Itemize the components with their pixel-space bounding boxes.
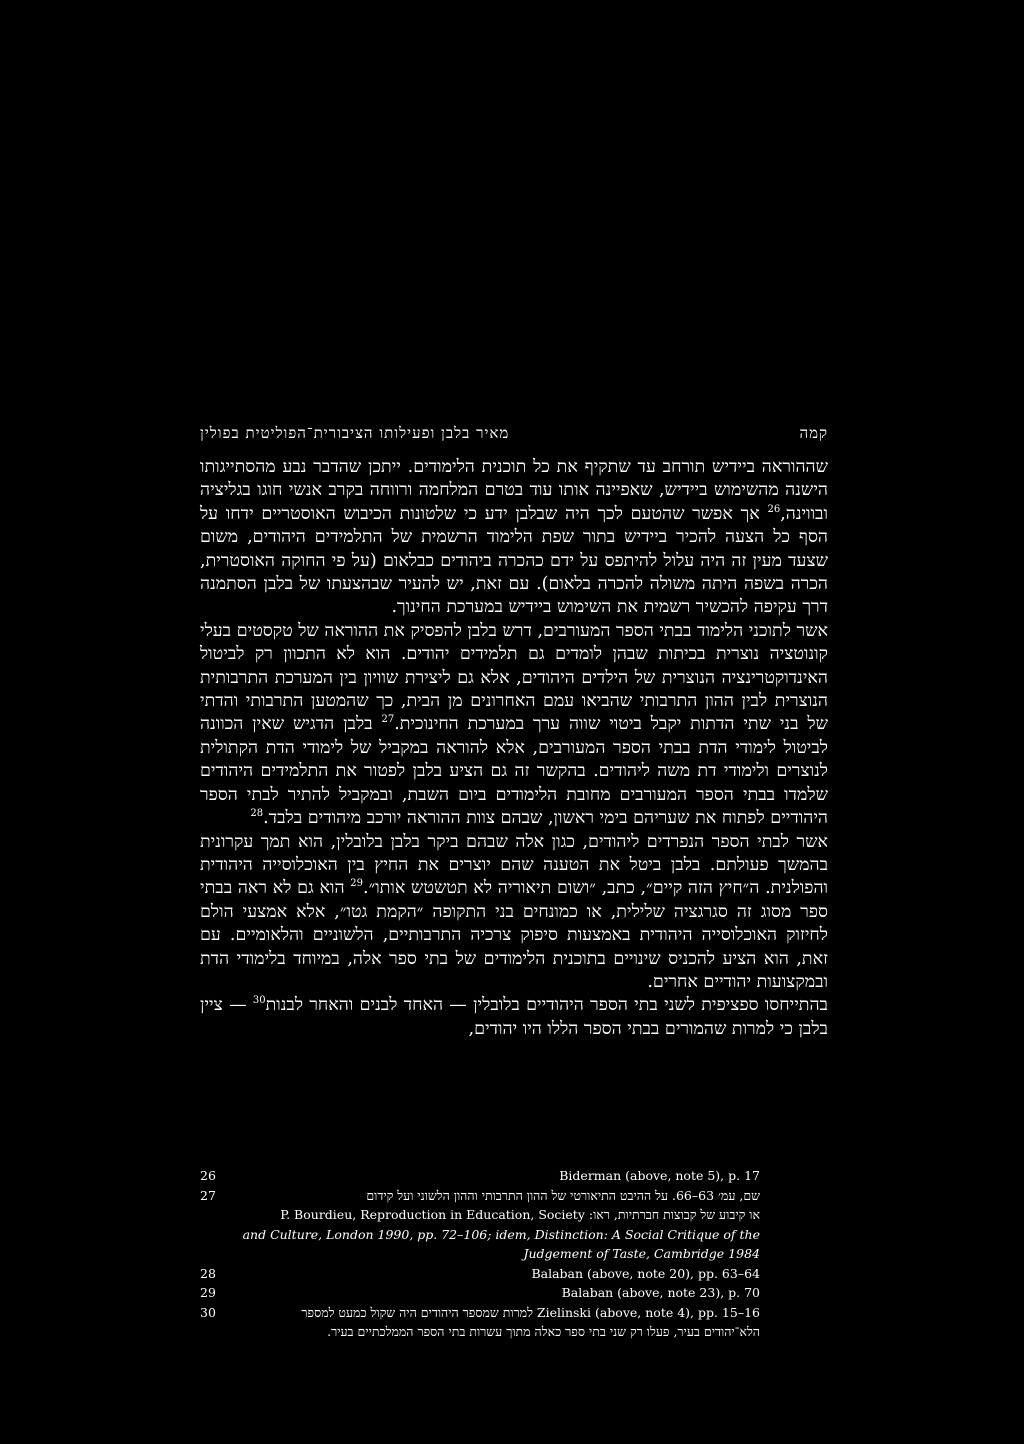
- footnote-number: 29: [200, 1285, 216, 1300]
- footnote: [200, 1166, 828, 1186]
- footnote-continuation: [200, 1225, 828, 1245]
- paragraph: שההוראה ביידיש תורחב עד שתקיף את כל תוכנית הלימודים. ייתכן שהדבר נבע מהסתייגותו הישנה מהשימוש ביידיש, שאפיינה אותו עוד בטרם המלחמה ורווחה בקרב אנשי חוגו בגליציה ובווינה,$^{26}$ אך אפשר שהטעם לכך היה שבלבן ידע כי שלטונות הכיבוש האוסטריים ידחו על הסף כל הצעה להכיר ביידיש בתור שפת הלימוד הרשמית של התלמידים היהודים, משום שצעד מעין זה היה עלול להיתפס על ידם כהכרה ביהודים כבלאום (על פי החוקה האוסטרית, הכרה בשפה היתה משולה להכרה בלאום). עם זאת, יש להעיר שבהצעתו של בלבן הסתמנה דרך עקיפה להכשיר רשמית את השימוש ביידיש במערכת החינוך.: [200, 457, 828, 618]
- footnote-ref: 27: [381, 714, 395, 726]
- footnote-ref: 29: [350, 878, 364, 890]
- footnote-continuation: [200, 1244, 828, 1264]
- footnote-continuation: [200, 1322, 828, 1342]
- footnote: [200, 1283, 828, 1303]
- footnotes: [200, 1166, 828, 1342]
- running-title: מאיר בלבן ופעילותו הציבורית־הפוליטית בפולין: [200, 424, 510, 442]
- page-number: קמה: [799, 424, 828, 442]
- footnote-text: Zielinski (above, note 4), pp. 15–16 למרות שמספר היהודים היה שקול כמעט למספר: [301, 1304, 760, 1320]
- footnote-text: Biderman (above, note 5), p. 17: [559, 1168, 760, 1183]
- paragraph: אשר לבתי הספר הנפרדים ליהודים, כגון אלה שבהם ביקר בלבן בלובלין, הוא תמך עקרונית בהמשך פעולתם. בלבן ביטל את הטענה שהם יוצרים את החיץ בין האוכלוסייה היהודית והפולנית. ה״חיץ הזה קיים״, כתב, ״ושום תיאוריה לא תטשטש אותו״.$^{29}$ הוא גם לא ראה בבתי ספר מסוג זה סגרגציה שלילית, או כמונחים בני התקופה ״הקמת גטו״, אלא אמצעי הולם לחיזוק האוכלוסייה היהודית באמצעות סיפוק צרכיה התרבותיים, הלשוניים והלאומיים. עם זאת, הוא הציע להכניס שינויים בתוכנית הלימודים של בתי ספר אלה, במיוחד בלימודי הדת ובמקצועות יהודיים אחרים.: [200, 831, 829, 992]
- footnote: [200, 1186, 828, 1206]
- paragraph: בהתייחסו ספציפית לשני בתי הספר היהודיים בלובלין — האחד לבנים והאחר לבנות$^{30}$ — ציין בלבן כי למרות שהמורים בבתי הספר הללו היו יהודים,: [200, 995, 828, 1039]
- body-text: [200, 456, 828, 1041]
- footnote: [200, 1264, 828, 1284]
- footnote-number: 28: [200, 1265, 216, 1281]
- footnote-ref: 28: [250, 808, 264, 820]
- paragraph: אשר לתוכני הלימוד בבתי הספר המעורבים, דרש בלבן להפסיק את ההוראה של טקסטים בעלי קונוטציה נוצרית בכיתות שבהן לומדים גם תלמידים יהודים. הוא לא התכוון רק לביטול האינדוקטרינציה הנוצרית של הילדים היהודים, אלא גם ליצירת שוויון בין המערכת התרבותית הנוצרית לבין ההון התרבותי שהביאו עמם האחרונים מן הבית, כך שהמטען התרבותי והדתי של בני שתי הדתות יקבל ביטוי שווה ערך במערכת החינוכית.$^{27}$ בלבן הדגיש שאין הכוונה לביטול לימודי הדת בבתי הספר המעורבים, אלא להוראה במקביל של לימודי הדת הקתולית לנוצרים ולימודי דת משה ליהודים. בהקשר זה גם הציע בלבן לפטור את התלמידים היהודים שלמדו בבתי הספר המעורבים מחובת הלימודים ביום השבת, ובמקביל להתיר לבתי הספר היהודיים לפתוח את שעריהם בימי ראשון, שבהם צוות ההוראה יורכב מיהודים בלבד.$^{28}$: [200, 620, 828, 829]
- footnote-continuation: [200, 1205, 828, 1225]
- footnote-text: Judgement of Taste, Cambridge 1984: [523, 1246, 760, 1261]
- footnote: [200, 1303, 828, 1323]
- page-header: [200, 424, 828, 450]
- footnote-number: 27: [200, 1187, 216, 1203]
- footnote-text: או קיבוע של קבוצות חברתיות, ראו: P. Bourdieu, Reproduction in Education, Society: [280, 1207, 760, 1222]
- footnote-text: and Culture, London 1990, pp. 72–106; idem, Distinction: A Social Critique of the: [242, 1226, 760, 1242]
- footnote-text: Balaban (above, note 23), p. 70: [561, 1285, 760, 1300]
- footnote-text: הלא־יהודים בעיר, פעלו רק שני בתי ספר כאלה מתוך עשרות בתי הספר הממלכתיים בעיר.: [327, 1324, 760, 1339]
- footnote-number: 26: [200, 1168, 216, 1183]
- footnote-ref: 26: [767, 503, 781, 515]
- footnote-text: Balaban (above, note 20), pp. 63–64: [531, 1265, 760, 1281]
- footnote-text: שם, עמ׳ 63–66. על ההיבט התיאורטי של ההון התרבותי וההון הלשוני ועל קידום: [366, 1187, 760, 1203]
- footnote-number: 30: [200, 1304, 216, 1320]
- footnote-ref: 30: [252, 995, 266, 1007]
